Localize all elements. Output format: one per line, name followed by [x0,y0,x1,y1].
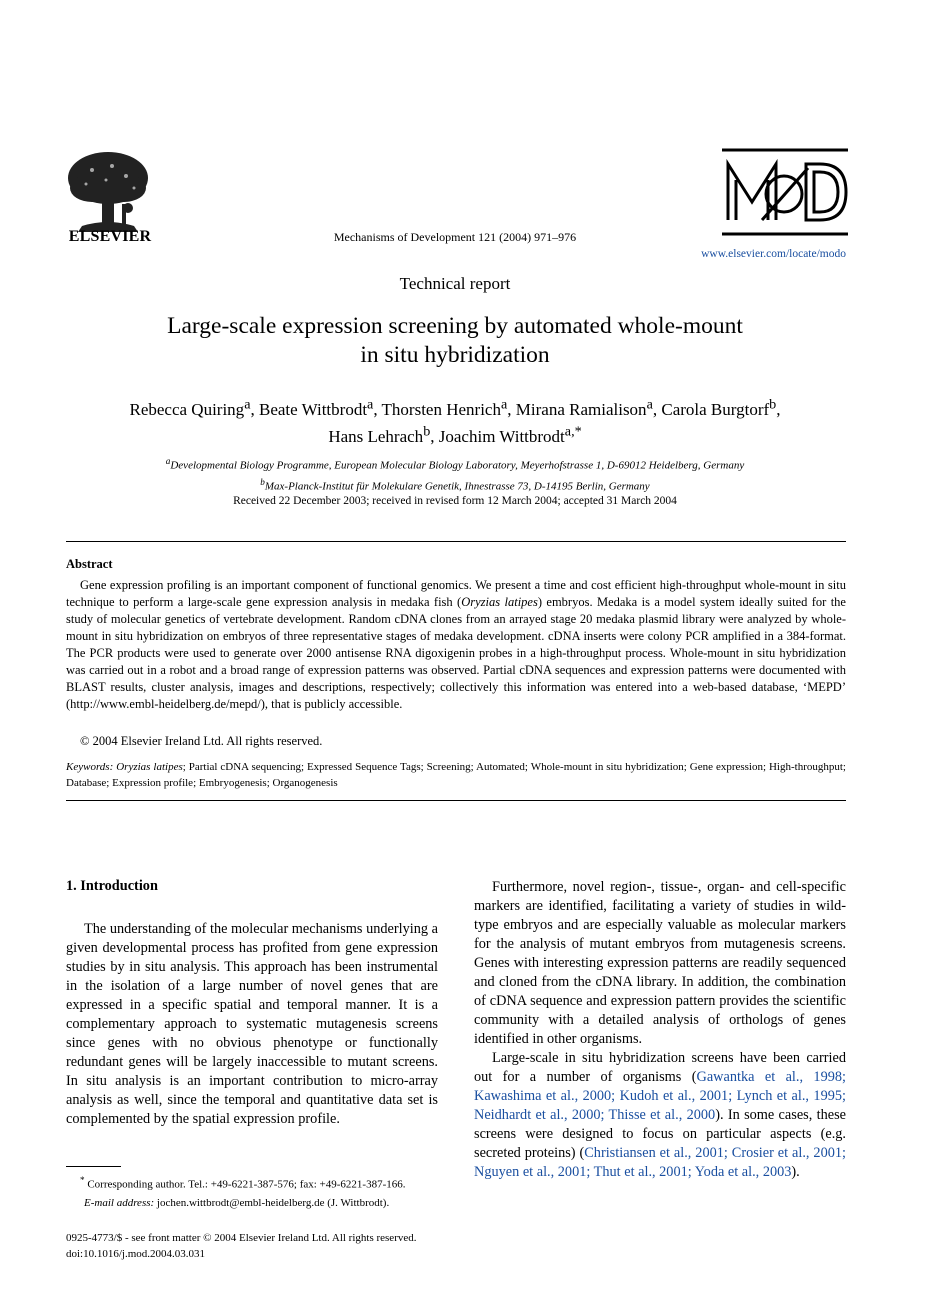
title-line-2: in situ hybridization [360,342,550,368]
mod-journal-logo-icon [722,148,848,236]
article-title [90,312,820,370]
article-type: Technical report [399,274,511,293]
author: Carola Burgtorf$^b$, [661,396,781,419]
affiliation: $^b$Max-Planck-Institut für Molekulare Genetik, Ihnestrasse 73, D-14195 Berlin, Germany [260,476,650,493]
received-dates: Received 22 December 2003; received in revised form 12 March 2004; accepted 31 March 2004 [233,495,677,507]
intro-paragraph-2: Furthermore, novel region-, tissue-, organ- and cell-specific markers are identified, facilitating a variety of studies in wild-type embryos and are especially valuable as molecular markers for the analysis of mutant embryos from mutagenesis screens. Genes with interesting expression patterns are readily sequenced and cloned from the cDNA library. In addition, the combination of cDNA sequence and expression pattern provides the scientific community with a detailed analysis of orthologs of genes identified in other organisms. [474,879,846,1047]
section-heading: 1. Introduction [66,878,158,894]
divider [66,800,846,801]
intro-paragraph-3: Large-scale in situ hybridization screens have been carried out for a number of organisms (Gawantka et al., 1998; Kawashima et al., 2000; Kudoh et al., 2001; Lynch et al., 1995; Neidhardt et al., 2000; Thisse et al., 2000). In some cases, these screens were designed to focus on particular aspects (e.g. secreted proteins) (Christiansen et al., 2001; Crosier et al., 2001; Nguyen et al., 2001; Thut et al., 2001; Yoda et al., 2003). [474,1050,847,1180]
author: Rebecca Quiring$^a$, [129,396,259,419]
abstract-copyright: © 2004 Elsevier Ireland Ltd. All rights reserved. [80,734,323,748]
keywords: Keywords: Oryzias latipes; Partial cDNA sequencing; Expressed Sequence Tags; Screening; Automated; Whole-mount in situ hybridization; Gene expression; High-throughput; Database; Expression profile; Embryogenesis; Organogenesis [66,761,846,789]
footnote [66,1173,438,1211]
citation-link[interactable]: Gawantka et al., 1998; Kawashima et al., 2000; Kudoh et al., 2001; Lynch et al., 1995; Neidhardt et al., 2000; Thisse et al., 2000 [474,1069,847,1123]
journal-citation: Mechanisms of Development 121 (2004) 971–976 [333,230,577,244]
affiliations [70,453,840,494]
affiliation: $^a$Developmental Biology Programme, European Molecular Biology Laboratory, Meyerhofstrasse 1, D-69012 Heidelberg, Germany [165,456,745,472]
author-list [55,393,855,448]
author: Joachim Wittbrodt$^{a,*}$ [438,423,582,447]
footnote-divider [66,1166,121,1167]
intro-paragraph-1: The understanding of the molecular mechanisms underlying a given developmental process has profited from gene expression studies by in situ analysis. This approach has been instrumental in the isolation of a large number of novel genes that are expressed in a specific spatial and temporal manner. It is a complementary approach to systematic mutagenesis screens since genes with no obvious phenotype or functionally redundant genes will be largely inaccessible to mutant screens. In situ analysis is an important contribution to micro-array analysis as well, since the temporal and quantitative data set is complemented by the spatial expression profile. [66,921,438,1127]
right-column [474,878,846,1182]
author: Hans Lehrach$^b$, [328,423,439,447]
author: Mirana Ramialison$^a$, [515,396,662,419]
doi-line: doi:10.1016/j.mod.2004.03.031 [66,1248,206,1260]
corresponding-author-note: * Corresponding author. Tel.: +49-6221-387-576; fax: +49-6221-387-166. [80,1175,406,1191]
title-line-1: Large-scale expression screening by automated whole-mount [167,313,743,339]
abstract-text: Gene expression profiling is an important component of functional genomics. We present a time and cost efficient high-throughput whole-mount in situ technique to perform a large-scale gene expression analysis in medaka fish (Oryzias latipes) embryos. Medaka is a model system ideally suited for the study of molecular genetics of vertebrate development. Random cDNA clones from an arrayed stage 20 medaka plasmid library were analyzed by whole-mount in situ hybridization on embryos of three representative stages of medaka development. cDNA inserts were colony PCR amplified in a 384-format. The PCR products were used to generate over 2000 antisense RNA digoxigenin probes in a high-throughput process. Whole-mount in situ hybridization was carried out in a robot and a broad range of expression patterns was observed. Partial cDNA sequences and expression patterns were documented with BLAST results, cluster analysis, images and descriptions, respectively; collectively this information was entered into a web-based database, ‘MEPD’ (http://www.embl-heidelberg.de/mepd/), that is publicly accessible. [66,578,846,711]
divider [66,541,846,542]
email-note: E-mail address: jochen.wittbrodt@embl-heidelberg.de (J. Wittbrodt). [84,1196,390,1209]
journal-url-link[interactable]: www.elsevier.com/locate/modo [701,248,846,260]
citation-link[interactable]: Christiansen et al., 2001; Crosier et al., 2001; Nguyen et al., 2001; Thut et al., 2001; Yoda et al., 2003 [474,1145,846,1180]
issn-line: 0925-4773/$ - see front matter © 2004 Elsevier Ireland Ltd. All rights reserved. [66,1232,417,1244]
author: Thorsten Henrich$^a$, [381,396,516,419]
abstract-heading: Abstract [66,557,113,571]
bottom-info [66,1230,566,1262]
publisher-name: ELSEVIER [68,228,152,245]
author: Beate Wittbrodt$^a$, [258,396,382,419]
